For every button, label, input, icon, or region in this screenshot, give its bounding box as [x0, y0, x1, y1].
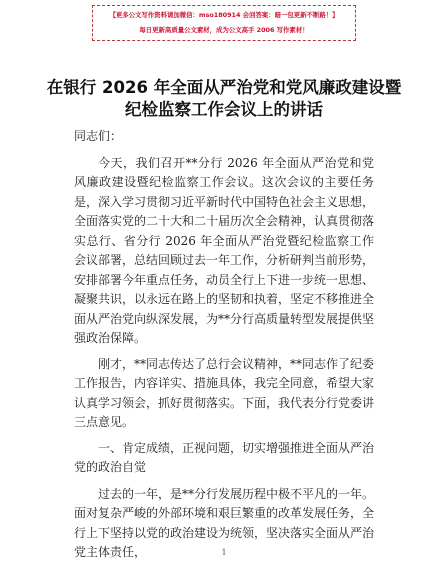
title-line-1: 在银行 2026 年全面从严治党和党风廉政建设暨 [46, 78, 402, 97]
page-number: 1 [221, 548, 227, 557]
document-title [0, 77, 448, 121]
promo-banner [92, 5, 356, 41]
paragraph-opening: 今天，我们召开**分行 2026 年全面从严治党和党风廉政建设暨纪检监察工作会议。这次会议的主要任务是，深入学习贯彻习近平新时代中国特色社会主义思想，全面落实党的二十大和二十届历次全会精神，认真贯彻落实总行、省分行 2026 年全面从严治党暨纪检监察工作会议部署，总结回顾过去一年工作，分析研判当前形势，安排部署今年重点任务，动员全行上下进一步统一思想、凝聚共识，以永远在路上的坚韧和执着，坚定不移推进全面从严治党向纵深发展，为**分行高质量转型发展提供坚强政治保障。 [74, 155, 375, 345]
document-body [74, 127, 374, 569]
salutation: 同志们： [74, 129, 123, 143]
section-heading-1: 一、肯定成绩，正视问题，切实增强推进全面从严治党的政治自觉 [74, 440, 375, 474]
promo-line-2: 每日更新高质量公文素材，成为公文高手 2006 写作素材！ [139, 26, 309, 34]
paragraph-review: 过去的一年，是**分行发展历程中极不平凡的一年。面对复杂严峻的外部环境和艰巨繁重的改革发展任务，全行上下坚持以党的政治建设为统领，坚决落实全面从严治党主体责任， [74, 486, 375, 559]
title-line-2: 纪检监察工作会议上的讲话 [125, 100, 323, 119]
promo-line-1: 【更多公文写作资料请加微信：mso180914 会回答案：暗一包更新不断路！】 [109, 11, 339, 19]
paragraph-outline: 刚才，**同志传达了总行会议精神，**同志作了纪委工作报告，内容详实、措施具体，我完全同意，希望大家认真学习领会，抓好贯彻落实。下面，我代表分行党委讲三点意见。 [74, 356, 375, 429]
